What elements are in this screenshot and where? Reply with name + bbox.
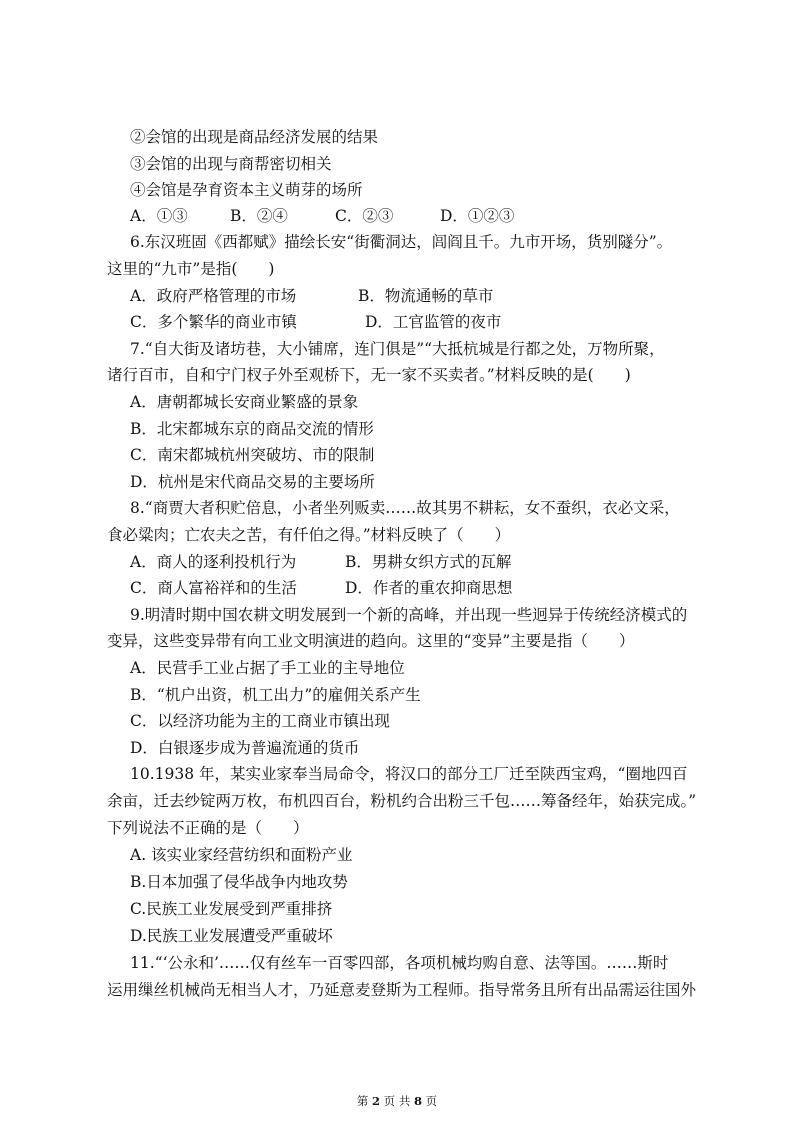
q6-option-b: B．物流通畅的草市 [358,287,494,305]
q11-stem-line1: 11.“‘公永和’……仅有丝车一百零四部，各项机械均购自意、法等国。……斯时 [130,954,669,972]
q10-option-a: A. 该实业家经营纺织和面粉产业 [130,846,353,864]
footer-suffix: 页 [425,1094,438,1108]
q7-option-d: D．杭州是宋代商品交易的主要场所 [130,473,375,491]
q8-option-c: C．商人富裕祥和的生活 [130,579,297,597]
q10-stem-line1: 10.1938 年，某实业家奉当局命令，将汉口的部分工厂迁至陕西宝鸡，“圈地四百 [130,765,688,783]
q9-option-c: C．以经济功能为主的工商业市镇出现 [130,712,390,730]
statement-2: ②会馆的出现是商品经济发展的结果 [130,128,379,146]
footer-page-number: 2 [372,1094,381,1108]
q9-stem-line1: 9.明清时期中国农耕文明发展到一个新的高峰，并出现一些迥异于传统经济模式的 [130,606,688,624]
q7-option-b: B．北宋都城东京的商品交流的情形 [130,420,374,438]
q6-option-d: D．工官监管的夜市 [365,313,502,331]
q5-option-c: C．②③ [335,207,394,225]
q11-stem-line2: 运用缫丝机械尚无相当人才，乃延意麦登斯为工程师。指导常务且所有出品需运往国外 [107,981,697,999]
q7-stem-line2: 诸行百市，自和宁门杈子外至观桥下，无一家不买卖者。”材料反映的是( ) [107,366,631,384]
q8-stem-line1: 8.“商贾大者积贮倍息，小者坐列贩卖……故其男不耕耘，女不蚕织，衣必文采， [130,499,680,517]
footer-prefix: 第 [356,1094,369,1108]
page-footer [0,1094,794,1108]
q6-option-c: C．多个繁华的商业市镇 [130,313,297,331]
q9-option-a: A．民营手工业占据了手工业的主导地位 [130,659,405,677]
statement-4: ④会馆是孕育资本主义萌芽的场所 [130,181,363,199]
q8-stem-line2: 食必粱肉；亡农夫之苦，有仟伯之得。”材料反映了（ ） [107,526,511,544]
q8-option-a: A．商人的逐利投机行为 [130,553,297,571]
q10-option-c: C.民族工业发展受到严重排挤 [130,900,333,918]
q6-stem-line1: 6.东汉班固《西都赋》描绘长安“街衢洞达，闾阎且千。九市开场，货别隧分”。 [130,233,673,251]
q9-option-d: D．白银逐步成为普遍流通的货币 [130,739,360,757]
q9-stem-line2: 变异，这些变异带有向工业文明演进的趋向。这里的“变异”主要是指（ ） [107,632,635,650]
q5-option-d: D．①②③ [440,207,515,225]
q7-stem-line1: 7.“自大街及诸坊巷，大小铺席，连门俱是”“大抵杭城是行都之处，万物所聚， [130,340,665,358]
q5-option-b: B．②④ [230,207,288,225]
q5-option-a: A．①③ [130,207,188,225]
q10-option-b: B.日本加强了侵华战争内地攻势 [130,873,348,891]
q10-option-d: D.民族工业发展遭受严重破坏 [130,927,333,945]
footer-middle: 页 共 [383,1094,411,1108]
q10-stem-line2: 余亩，迁去纱锭两万枚，布机四百台，粉机约合出粉三千包……筹备经年，始获完成。” [107,792,697,810]
q10-stem-line3: 下列说法不正确的是（ ） [107,819,309,837]
footer-total-pages: 8 [413,1094,422,1108]
statement-3: ③会馆的出现与商帮密切相关 [130,155,332,173]
q6-option-a: A．政府严格管理的市场 [130,287,297,305]
q7-option-a: A．唐朝都城长安商业繁盛的景象 [130,393,359,411]
q7-option-c: C．南宋都城杭州突破坊、市的限制 [130,446,375,464]
q9-option-b: B．“机户出资，机工出力”的雇佣关系产生 [130,686,421,704]
q8-option-b: B．男耕女织方式的瓦解 [345,553,512,571]
q8-option-d: D．作者的重农抑商思想 [345,579,513,597]
q6-stem-line2: 这里的“九市”是指( ) [107,260,275,278]
